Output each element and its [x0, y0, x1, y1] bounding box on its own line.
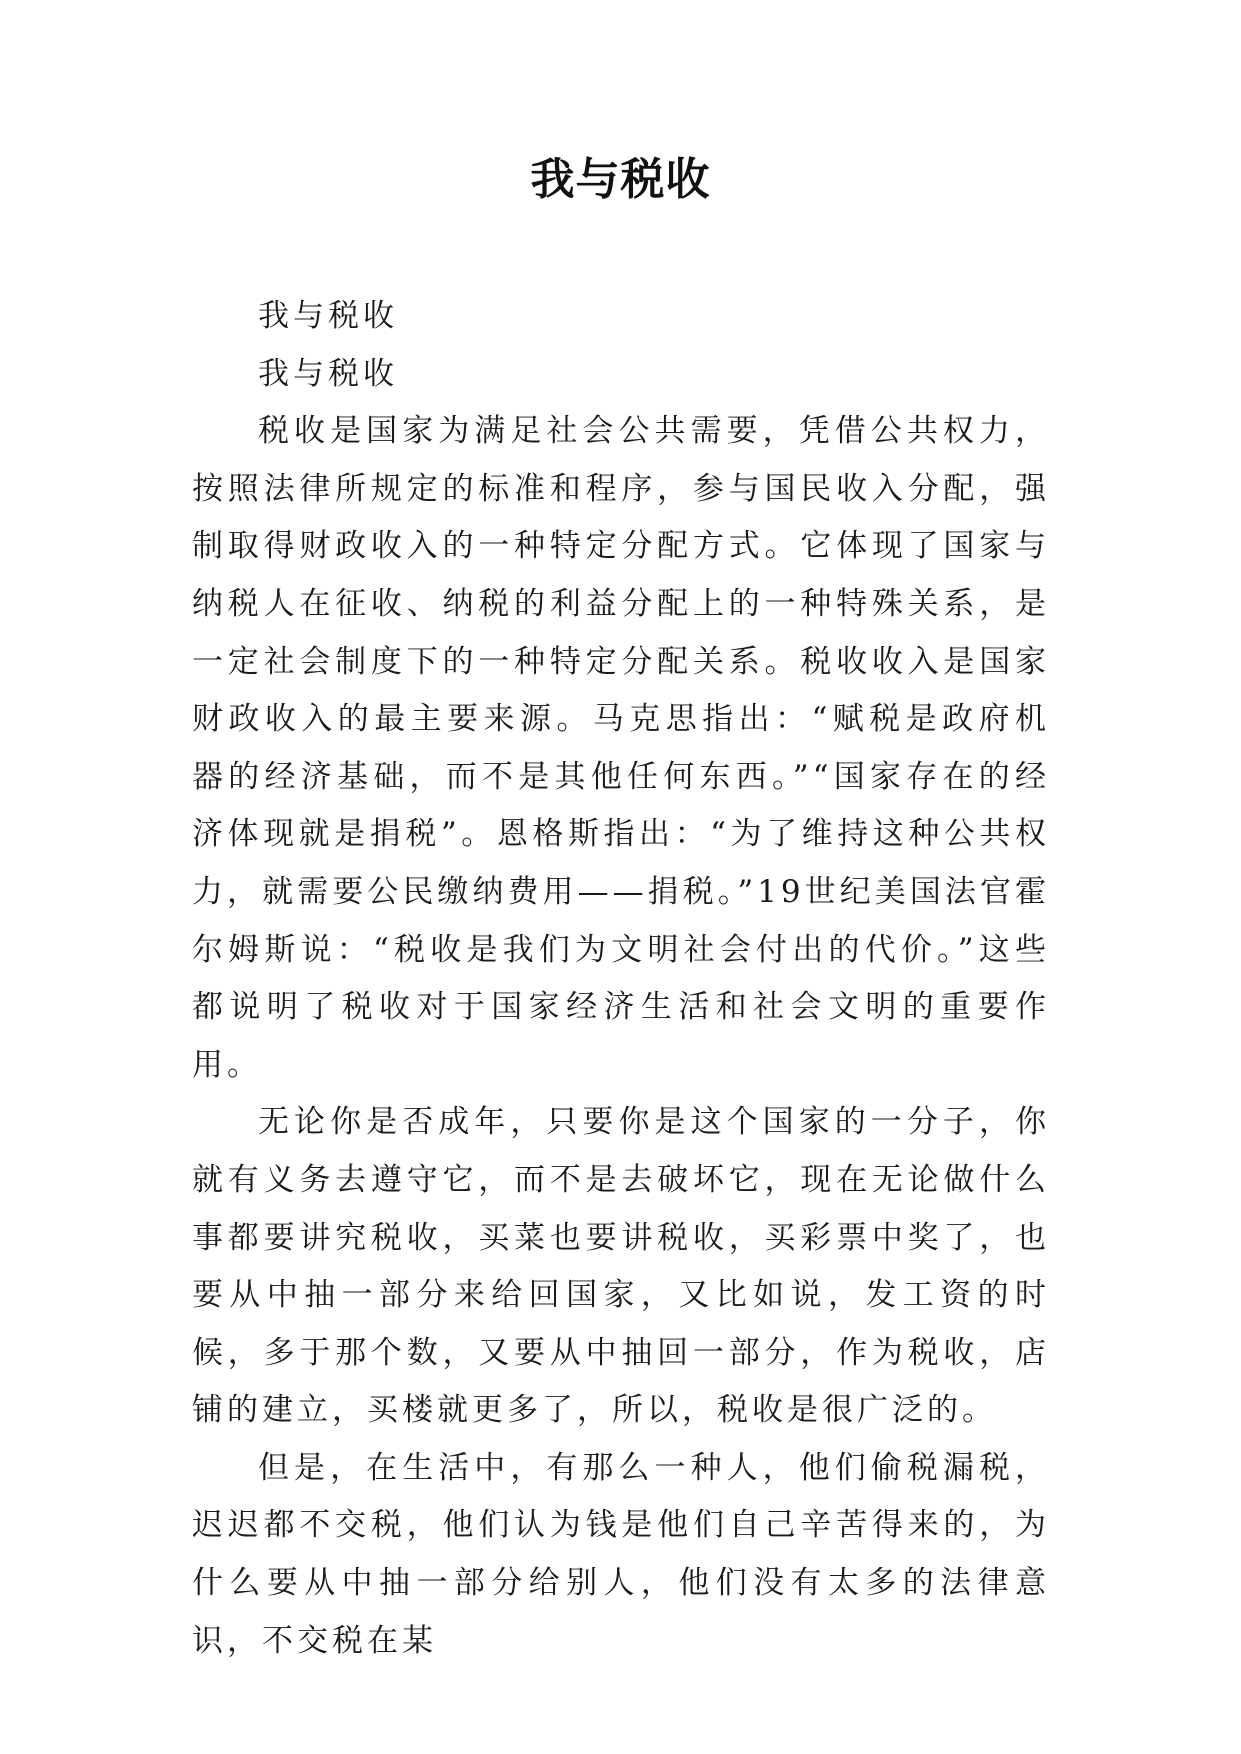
paragraph-tax-evasion: 但是，在生活中，有那么一种人，他们偷税漏税，迟迟都不交税，他们认为钱是他们自己辛苦得来的，为什么要从中抽一部分给别人，他们没有太多的法律意识，不交税在某 [192, 1449, 1050, 1659]
paragraph-subtitle-1: 我与税收 [258, 298, 398, 334]
document-body [192, 288, 1050, 1670]
paragraph-definition: 税收是国家为满足社会公共需要，凭借公共权力，按照法律所规定的标准和程序，参与国民收入分配，强制取得财政收入的一种特定分配方式。它体现了国家与纳税人在征收、纳税的利益分配上的一种特殊关系，是一定社会制度下的一种特定分配关系。税收收入是国家财政收入的最主要来源。马克思指出：“赋税是政府机器的经济基础，而不是其他任何东西。”“国家存在的经济体现就是捐税”。恩格斯指出：“为了维持这种公共权力，就需要公民缴纳费用——捐税。”19世纪美国法官霍尔姆斯说：“税收是我们为文明社会付出的代价。”这些都说明了税收对于国家经济生活和社会文明的重要作用。 [192, 413, 1050, 1083]
paragraph-obligation: 无论你是否成年，只要你是这个国家的一分子，你就有义务去遵守它，而不是去破坏它，现在无论做什么事都要讲究税收，买菜也要讲税收，买彩票中奖了，也要从中抽一部分来给回国家，又比如说，发工资的时候，多于那个数，又要从中抽回一部分，作为税收，店铺的建立，买楼就更多了，所以，税收是很广泛的。 [192, 1104, 1050, 1429]
paragraph-subtitle-2: 我与税收 [258, 355, 398, 392]
document-title: 我与税收 [530, 154, 711, 205]
